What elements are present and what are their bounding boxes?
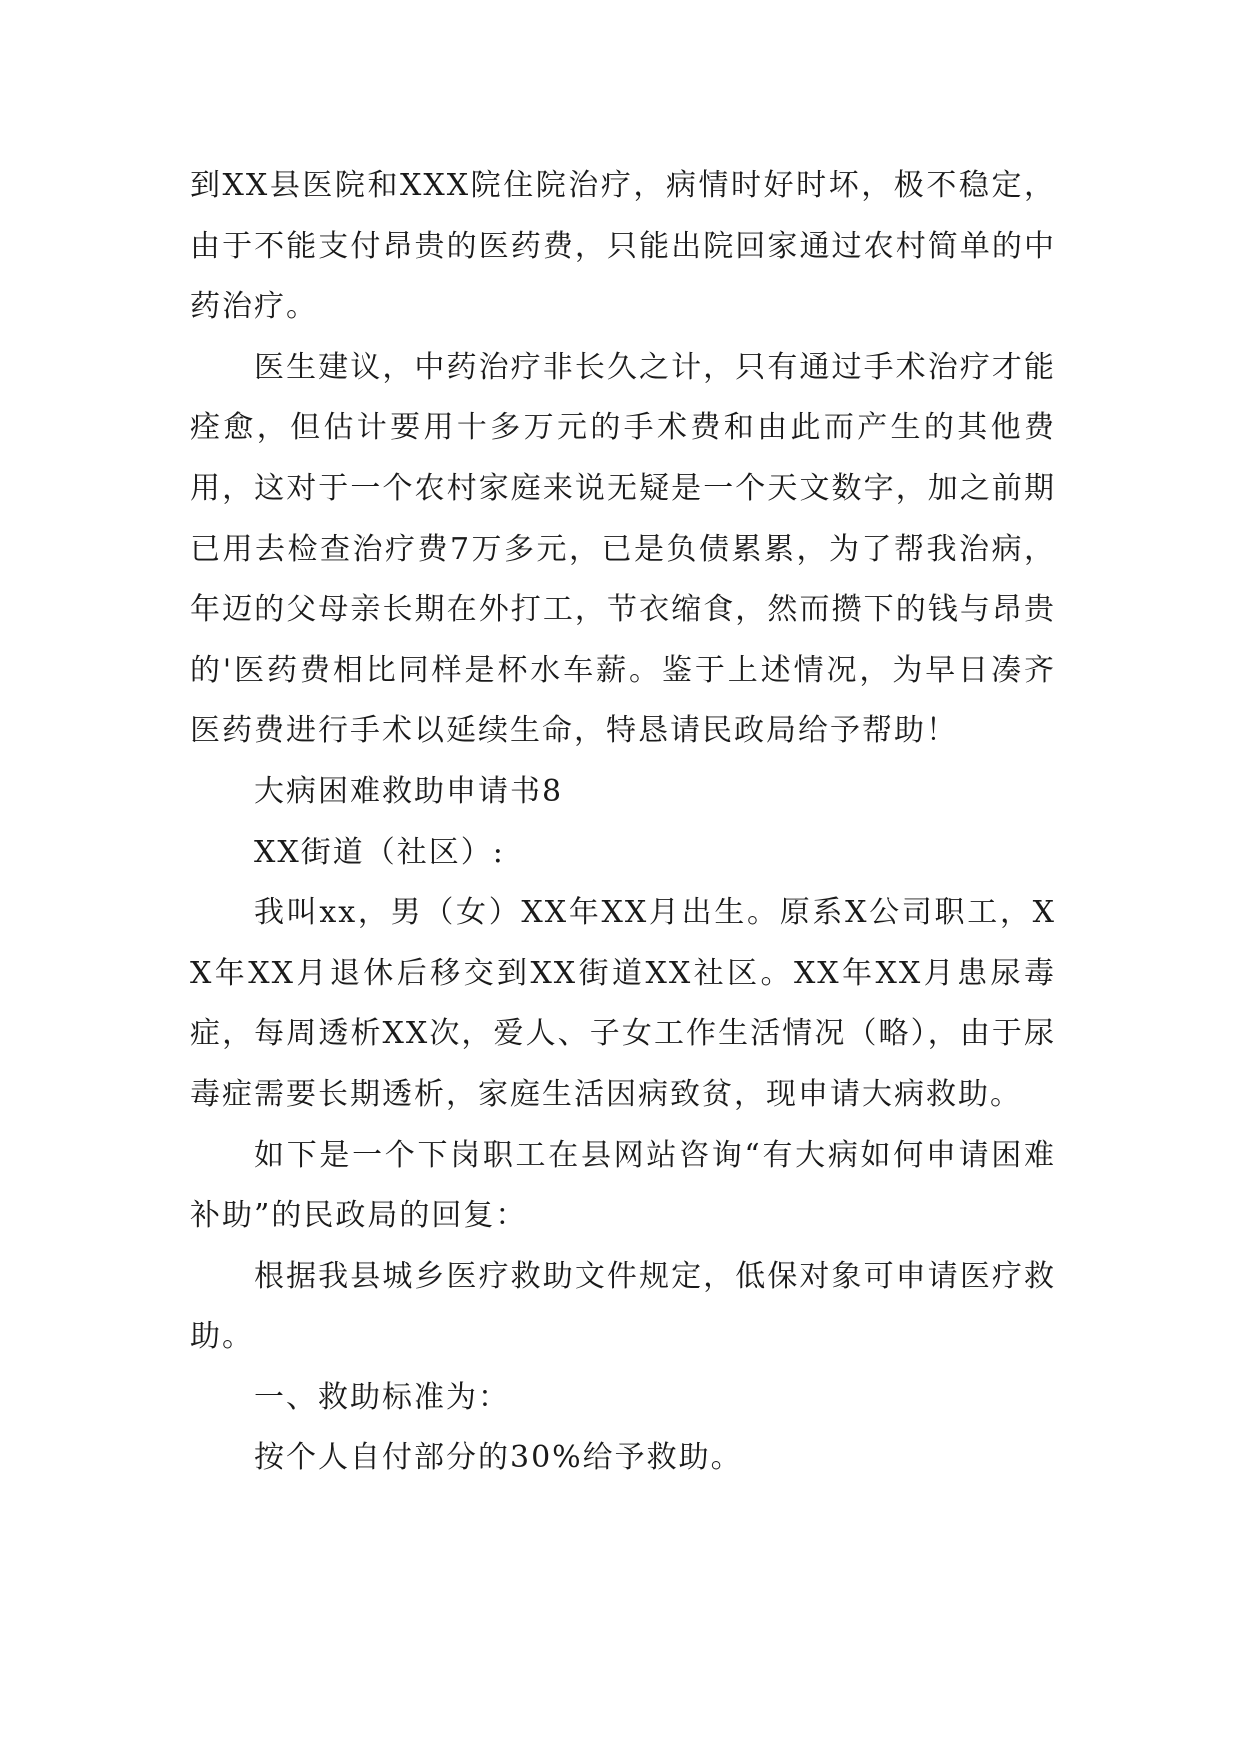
paragraph-doctor-advice: 医生建议，中药治疗非长久之计，只有通过手术治疗才能痊愈，但估计要用十多万元的手术费和由此而产生的其他费用，这对于一个农村家庭来说无疑是一个天文数字，加之前期已用去检查治疗费7万多元，已是负债累累，为了帮我治病，年迈的父母亲长期在外打工，节衣缩食，然而攒下的钱与昂贵的'医药费相比同样是杯水车薪。鉴于上述情况，为早日凑齐医药费进行手术以延续生命，特恳请民政局给予帮助！ (190, 349, 1056, 749)
salutation: XX街道（社区）: (254, 834, 505, 870)
paragraph-policy: 根据我县城乡医疗救助文件规定，低保对象可申请医疗救助。 (190, 1258, 1056, 1355)
heading-assistance-standard: 一、救助标准为： (254, 1379, 510, 1415)
paragraph-applicant-info: 我叫xx，男（女）XX年XX月出生。原系X公司职工，XX年XX月退休后移交到XX街道XX社区。XX年XX月患尿毒症，每周透析XX次，爱人、子女工作生活情况（略），由于尿毒症需要长期透析，家庭生活因病致贫，现申请大病救助。 (190, 895, 1056, 1112)
section-title: 大病困难救助申请书8 (254, 773, 564, 809)
document-body (190, 156, 1056, 1489)
paragraph-treatment-history: 到XX县医院和XXX院住院治疗，病情时好时坏，极不稳定，由于不能支付昂贵的医药费，只能出院回家通过农村简单的中药治疗。 (190, 168, 1056, 325)
paragraph-assistance-rate: 按个人自付部分的30%给予救助。 (254, 1440, 743, 1476)
paragraph-consultation-intro: 如下是一个下岗职工在县网站咨询“有大病如何申请困难补助”的民政局的回复： (190, 1137, 1056, 1234)
